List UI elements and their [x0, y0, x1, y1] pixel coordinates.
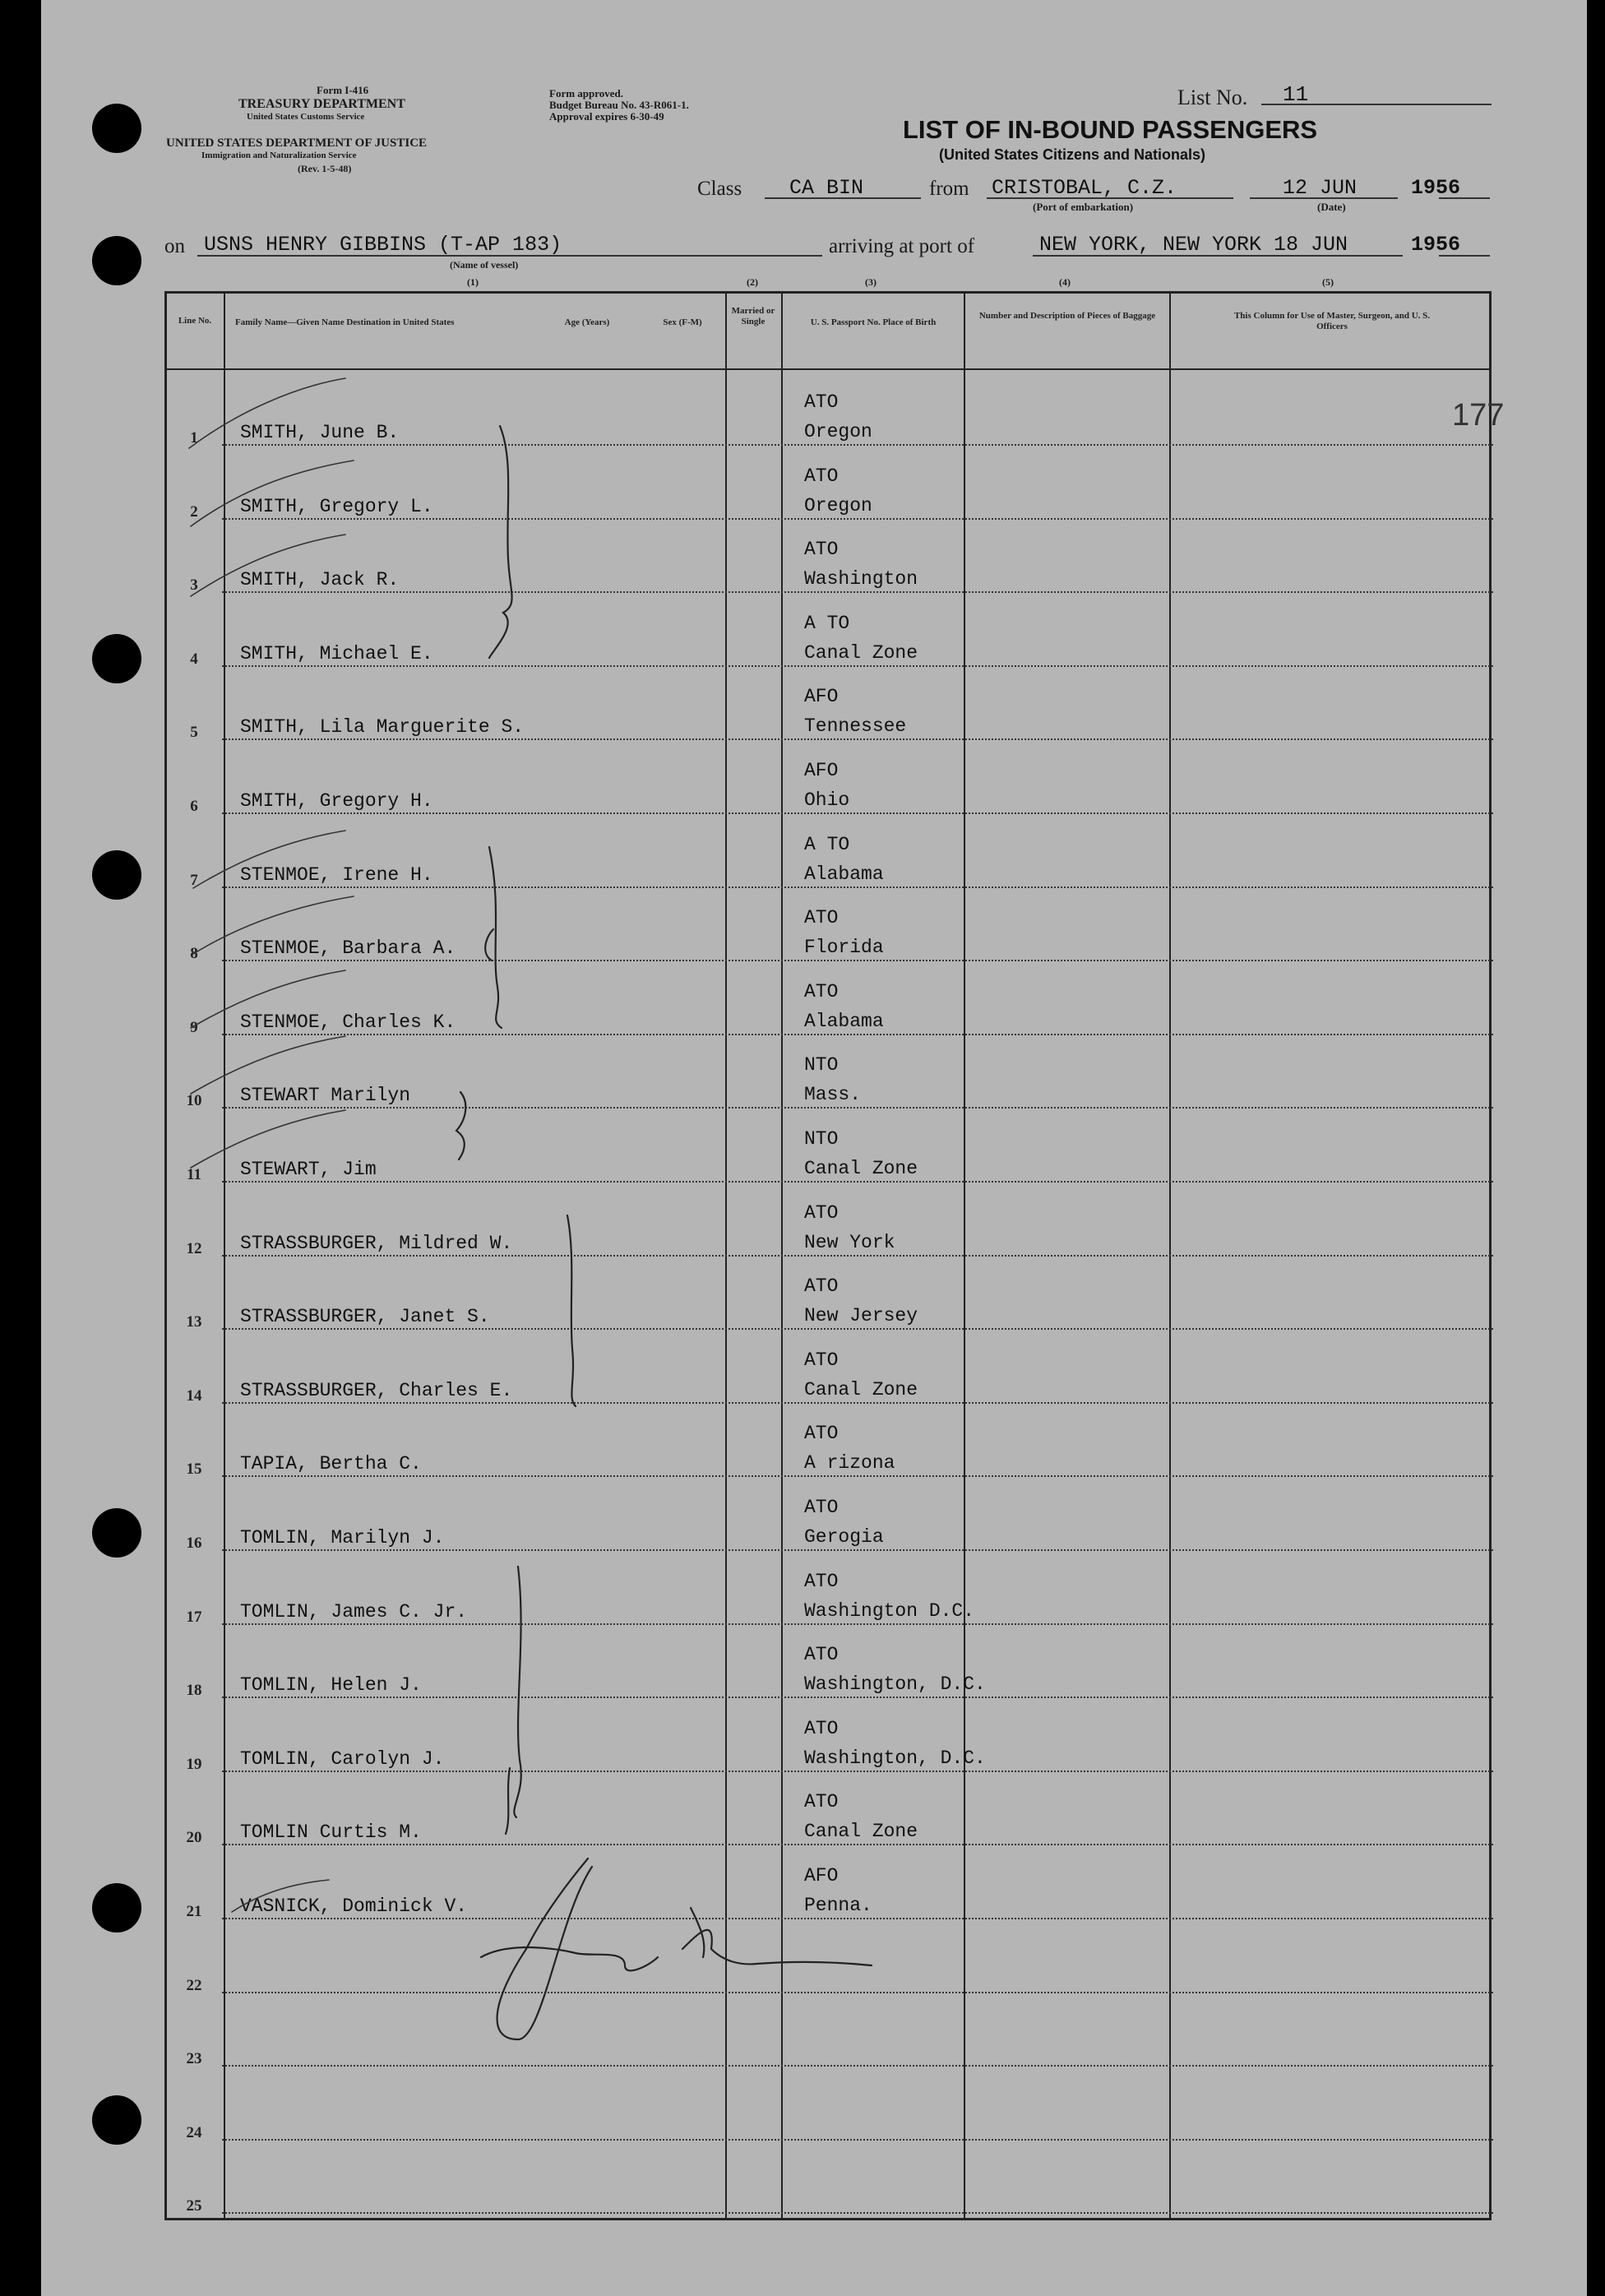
place-of-birth: Penna.	[804, 1895, 872, 1916]
treasury-dept: TREASURY DEPARTMENT	[238, 97, 405, 111]
passenger-name: SMITH, Gregory H.	[240, 790, 433, 812]
form-number: Form I-416	[317, 84, 369, 96]
budget-bureau-no: Budget Bureau No. 43-R061-1.	[549, 99, 689, 111]
passport-number: ATO	[804, 907, 839, 929]
year-embark: 1956	[1411, 176, 1461, 200]
place-of-birth: Gerogia	[804, 1526, 884, 1548]
passenger-name: STEWART, Jim	[240, 1159, 377, 1180]
row-line-number: 10	[186, 1092, 202, 1110]
passenger-name: TOMLIN Curtis M.	[240, 1822, 422, 1844]
row-line-number: 9	[190, 1018, 198, 1036]
row-line-number: 16	[186, 1535, 202, 1552]
passport-number: ATO	[804, 465, 839, 487]
form-approved: Form approved.	[549, 87, 624, 100]
on-label: on	[164, 235, 185, 257]
vessel-caption: (Name of vessel)	[450, 259, 519, 271]
page-title: LIST OF IN-BOUND PASSENGERS	[903, 115, 1318, 144]
passport-number: ATO	[804, 1570, 839, 1592]
passport-number: ATO	[804, 1275, 839, 1298]
header-passport: U. S. Passport No. Place of Birth	[810, 317, 937, 327]
place-of-birth: Washington	[804, 568, 918, 590]
row-line-number: 4	[190, 650, 198, 668]
passport-number: ATO	[804, 1791, 839, 1813]
row-line-number: 24	[186, 2123, 202, 2141]
passport-number: NTO	[804, 1128, 839, 1150]
row-line-number: 22	[186, 1976, 202, 1994]
passport-number: ATO	[804, 1644, 839, 1666]
arrival-port: NEW YORK, NEW YORK 18 JUN	[1039, 233, 1348, 257]
passenger-name: STRASSBURGER, Mildred W.	[240, 1232, 513, 1254]
header-age: Age (Years)	[564, 317, 610, 327]
place-of-birth: Oregon	[804, 421, 872, 442]
passenger-name: STENMOE, Charles K.	[240, 1011, 456, 1033]
col-number-3: (3)	[865, 276, 877, 288]
from-value: CRISTOBAL, C.Z.	[992, 176, 1177, 200]
passenger-name: SMITH, Jack R.	[240, 569, 400, 591]
row-line-number: 20	[186, 1829, 202, 1847]
passport-number: ATO	[804, 1497, 839, 1518]
place-of-birth: Alabama	[804, 1010, 884, 1032]
passport-number: A TO	[804, 833, 850, 855]
passenger-name: SMITH, Michael E.	[240, 642, 433, 664]
customs-service: United States Customs Service	[247, 112, 365, 122]
place-of-birth: Canal Zone	[804, 1821, 918, 1843]
row-line-number: 18	[186, 1682, 202, 1700]
class-label: Class	[697, 178, 742, 200]
col-number-5: (5)	[1322, 276, 1334, 288]
place-of-birth: New York	[804, 1231, 895, 1253]
arriving-label: arriving at port of	[829, 235, 975, 257]
passport-number: ATO	[804, 1717, 839, 1739]
col-number-2: (2)	[747, 276, 758, 288]
passenger-name: STENMOE, Barbara A.	[240, 937, 456, 960]
passenger-name: SMITH, Lila Marguerite S.	[240, 716, 525, 738]
passport-number: AFO	[804, 686, 839, 708]
row-line-number: 25	[186, 2197, 202, 2215]
passenger-name: STEWART Marilyn	[240, 1085, 411, 1107]
passenger-name: STENMOE, Irene H.	[240, 863, 433, 886]
row-line-number: 8	[190, 945, 198, 963]
passport-number: A TO	[804, 612, 850, 634]
passport-number: AFO	[804, 1865, 839, 1886]
passenger-name: TOMLIN, Marilyn J.	[240, 1527, 445, 1548]
place-of-birth: Alabama	[804, 863, 884, 885]
passport-number: ATO	[804, 391, 839, 413]
header-name: Family Name—Given Name Destination in United States	[235, 317, 455, 327]
passport-number: AFO	[804, 760, 839, 781]
header-officers: This Column for Use of Master, Surgeon, and U. S. Officers	[1233, 311, 1431, 331]
row-line-number: 19	[186, 1755, 202, 1773]
passport-number: NTO	[804, 1054, 839, 1076]
place-of-birth: Washington, D.C.	[804, 1747, 986, 1769]
vessel-col-number: (1)	[467, 276, 479, 288]
place-of-birth: Ohio	[804, 789, 850, 811]
passport-number: ATO	[804, 980, 839, 1002]
place-of-birth: Oregon	[804, 494, 872, 516]
col-number-4: (4)	[1059, 276, 1071, 288]
place-of-birth: Canal Zone	[804, 1158, 918, 1179]
doj-title: UNITED STATES DEPARTMENT OF JUSTICE	[166, 137, 428, 150]
row-line-number: 6	[190, 798, 198, 815]
place-of-birth: Tennessee	[804, 715, 907, 738]
date-value: 12 JUN	[1283, 176, 1358, 200]
date-caption: (Date)	[1317, 201, 1346, 213]
place-of-birth: Washington, D.C.	[804, 1673, 986, 1696]
passenger-name: TOMLIN, Carolyn J.	[240, 1747, 445, 1770]
passport-number: ATO	[804, 1201, 839, 1224]
embark-caption: (Port of embarkation)	[1033, 201, 1134, 213]
list-no-label: List No.	[1177, 86, 1248, 109]
place-of-birth: Canal Zone	[804, 1378, 918, 1400]
vessel-name: USNS HENRY GIBBINS (T-AP 183)	[204, 233, 562, 257]
form-revision: (Rev. 1-5-48)	[298, 163, 352, 174]
row-line-number: 3	[190, 576, 198, 595]
class-value: CA BIN	[789, 176, 864, 200]
row-line-number: 5	[190, 724, 198, 742]
approval-expires: Approval expires 6-30-49	[549, 110, 664, 123]
header-baggage: Number and Description of Pieces of Baggage	[978, 311, 1156, 321]
row-line-number: 15	[186, 1460, 202, 1479]
header-line-no: Line No.	[178, 316, 212, 326]
passenger-name: VASNICK, Dominick V.	[240, 1896, 468, 1917]
place-of-birth: Florida	[804, 937, 884, 959]
passport-number: ATO	[804, 539, 839, 561]
place-of-birth: Washington D.C.	[804, 1599, 975, 1622]
page-subtitle: (United States Citizens and Nationals)	[939, 146, 1206, 163]
passport-number: ATO	[804, 1349, 839, 1371]
passport-number: ATO	[804, 1423, 839, 1445]
place-of-birth: A rizona	[804, 1452, 895, 1474]
place-of-birth: New Jersey	[804, 1305, 918, 1327]
passenger-name: SMITH, Gregory L.	[240, 495, 433, 517]
place-of-birth: Mass.	[804, 1084, 862, 1106]
row-line-number: 12	[186, 1239, 202, 1257]
passenger-name: TAPIA, Bertha C.	[240, 1453, 422, 1475]
row-line-number: 17	[186, 1608, 202, 1626]
passenger-name: SMITH, June B.	[240, 422, 400, 443]
row-line-number: 21	[186, 1903, 202, 1920]
from-label: from	[929, 178, 969, 200]
row-line-number: 23	[186, 2050, 202, 2068]
place-of-birth: Canal Zone	[804, 641, 918, 664]
ins-title: Immigration and Naturalization Service	[201, 150, 357, 160]
passenger-name: STRASSBURGER, Charles E.	[240, 1379, 513, 1401]
row-line-number: 11	[187, 1166, 201, 1183]
passenger-name: TOMLIN, James C. Jr.	[240, 1600, 468, 1622]
passenger-name: TOMLIN, Helen J.	[240, 1674, 422, 1697]
header-married: Married or Single	[731, 306, 775, 326]
header-sex: Sex (F-M)	[663, 317, 702, 327]
passenger-name: STRASSBURGER, Janet S.	[240, 1306, 490, 1328]
list-no-value: 11	[1283, 82, 1309, 107]
row-line-number: 1	[190, 429, 198, 447]
row-line-number: 14	[186, 1386, 202, 1405]
row-line-number: 13	[186, 1313, 202, 1331]
row-line-number: 7	[190, 871, 198, 889]
year-arrival: 1956	[1411, 233, 1461, 257]
page-stamp-number: 177	[1452, 398, 1505, 433]
row-line-number: 2	[190, 502, 198, 521]
